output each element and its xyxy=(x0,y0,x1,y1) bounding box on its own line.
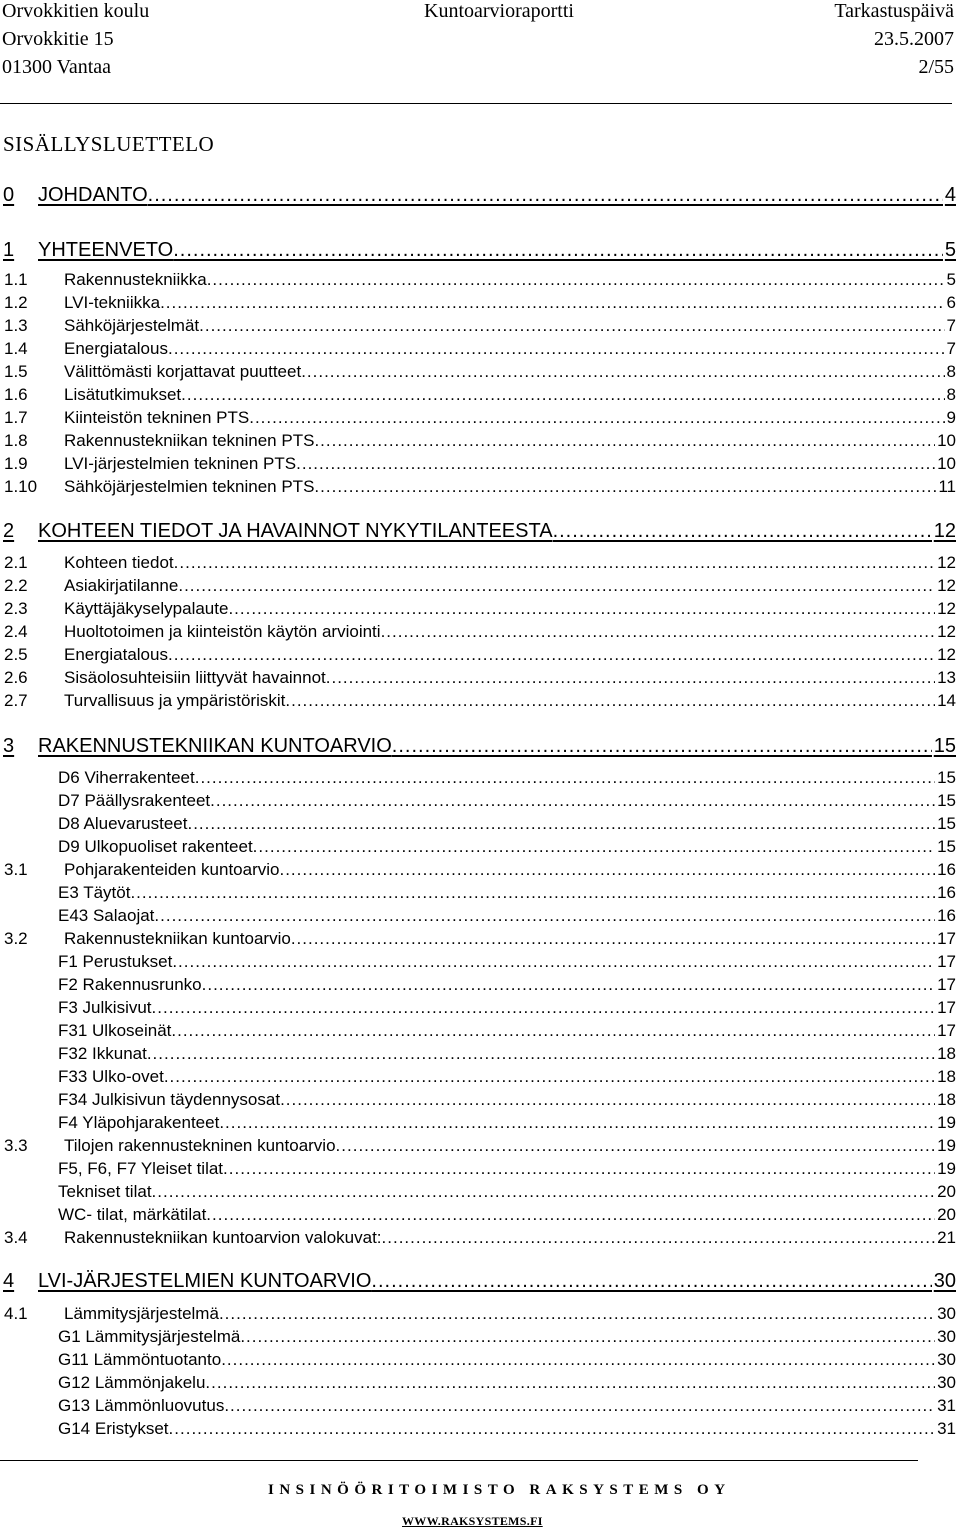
toc-dot-leader xyxy=(301,360,944,384)
toc-entry[interactable] xyxy=(0,881,960,905)
toc-entry[interactable] xyxy=(0,1325,960,1349)
toc-entry-body xyxy=(58,1348,956,1372)
toc-entry-page: 16 xyxy=(937,883,956,902)
toc-entry-label: Välittömästi korjattavat puutteet xyxy=(64,362,302,381)
toc-entry[interactable] xyxy=(0,235,960,265)
toc-dot-leader xyxy=(181,383,944,407)
toc-dot-leader xyxy=(171,1019,935,1043)
toc-entry-page: 4 xyxy=(944,184,956,206)
toc-entry-page: 8 xyxy=(946,362,956,381)
toc-entry-label: LVI-JÄRJESTELMIEN KUNTOARVIO xyxy=(38,1270,372,1292)
toc-entry-page: 21 xyxy=(937,1228,956,1247)
toc-entry-number: 1.10 xyxy=(4,477,38,496)
toc-entry[interactable] xyxy=(0,1203,960,1227)
toc-entry-label: Sähköjärjestelmät xyxy=(64,316,200,335)
toc-entry-page: 16 xyxy=(937,860,956,879)
header-page-number: 2/55 xyxy=(918,56,954,78)
toc-entry-page: 19 xyxy=(937,1113,956,1132)
toc-entry-body xyxy=(64,666,956,690)
toc-entry-body xyxy=(58,1157,956,1181)
toc-entry-body xyxy=(58,1180,956,1204)
toc-entry-page: 15 xyxy=(937,814,956,833)
toc-entry-number: 2.7 xyxy=(4,691,28,710)
toc-entry[interactable] xyxy=(0,360,960,384)
toc-entry-label: Sähköjärjestelmien tekninen PTS xyxy=(64,477,315,496)
toc-entry-page: 5 xyxy=(946,270,956,289)
toc-entry-page: 31 xyxy=(937,1396,956,1415)
toc-entry-label: Lisätutkimukset xyxy=(64,385,182,404)
toc-dot-leader xyxy=(147,1042,935,1066)
toc-entry-page: 20 xyxy=(937,1182,956,1201)
toc-entry-page: 12 xyxy=(937,645,956,664)
toc-entry-body xyxy=(64,1134,956,1158)
toc-entry-body xyxy=(58,881,956,905)
toc-dot-leader xyxy=(371,1266,931,1296)
toc-entry-body xyxy=(64,574,956,598)
toc-entry-page: 7 xyxy=(946,316,956,335)
toc-dot-leader xyxy=(249,406,944,430)
toc-entry[interactable] xyxy=(0,858,960,882)
toc-entry-page: 30 xyxy=(937,1304,956,1323)
toc-entry-label: F1 Perustukset xyxy=(58,952,173,971)
toc-entry-body xyxy=(58,1088,956,1112)
toc-entry-page: 17 xyxy=(937,998,956,1017)
toc-entry-number: 1.2 xyxy=(4,293,28,312)
toc-entry-page: 30 xyxy=(937,1350,956,1369)
toc-entry-body xyxy=(58,1394,956,1418)
toc-entry-body xyxy=(58,1111,956,1135)
toc-dot-leader xyxy=(279,858,935,882)
toc-entry-body xyxy=(64,452,956,476)
toc-dot-leader xyxy=(169,1417,936,1441)
toc-entry[interactable] xyxy=(0,429,960,453)
toc-entry-label: RAKENNUSTEKNIIKAN KUNTOARVIO xyxy=(38,735,392,757)
toc-entry-body xyxy=(38,235,956,265)
toc-entry-body xyxy=(58,766,956,790)
toc-entry-number: 0 xyxy=(3,184,15,206)
toc-entry-label: G11 Lämmöntuotanto xyxy=(58,1350,222,1369)
toc-entry-page: 18 xyxy=(937,1067,956,1086)
toc-entry[interactable] xyxy=(0,620,960,644)
toc-entry-label: E3 Täytöt xyxy=(58,883,131,902)
toc-entry-page: 30 xyxy=(937,1327,956,1346)
toc-dot-leader xyxy=(130,881,935,905)
header-row-2 xyxy=(0,28,960,56)
toc-dot-leader xyxy=(205,1371,935,1395)
toc-entry-label: G12 Lämmönjakelu xyxy=(58,1373,206,1392)
toc-entry-label: KOHTEEN TIEDOT JA HAVAINNOT NYKYTILANTEESTA xyxy=(38,520,553,542)
toc-entry[interactable] xyxy=(0,574,960,598)
toc-entry-number: 1.6 xyxy=(4,385,28,404)
toc-entry-body xyxy=(64,620,956,644)
toc-entry-body xyxy=(38,516,956,546)
toc-entry-label: Tekniset tilat xyxy=(58,1182,152,1201)
header-row-3 xyxy=(0,56,960,84)
toc-entry-label: G13 Lämmönluovutus xyxy=(58,1396,225,1415)
toc-entry-body xyxy=(58,1042,956,1066)
toc-entry-page: 6 xyxy=(946,293,956,312)
toc-entry[interactable] xyxy=(0,1134,960,1158)
toc-entry[interactable] xyxy=(0,766,960,790)
toc-entry[interactable] xyxy=(0,1111,960,1135)
toc-entry-page: 10 xyxy=(937,431,956,450)
toc-entry[interactable] xyxy=(0,950,960,974)
toc-entry[interactable] xyxy=(0,314,960,338)
toc-entry-label: F3 Julkisivut xyxy=(58,998,152,1017)
toc-dot-leader xyxy=(148,180,943,210)
toc-entry[interactable] xyxy=(0,291,960,315)
toc-entry[interactable] xyxy=(0,1065,960,1089)
toc-entry-page: 30 xyxy=(933,1270,956,1292)
toc-dot-leader xyxy=(221,1348,935,1372)
toc-entry[interactable] xyxy=(0,1042,960,1066)
toc-dot-leader xyxy=(168,643,935,667)
toc-entry-page: 8 xyxy=(946,385,956,404)
toc-dot-leader xyxy=(336,1134,936,1158)
toc-dot-leader xyxy=(154,904,935,928)
toc-entry-number: 1.4 xyxy=(4,339,28,358)
toc-entry-label: Asiakirjatilanne xyxy=(64,576,179,595)
toc-dot-leader xyxy=(164,1065,935,1089)
header-date: 23.5.2007 xyxy=(874,28,954,50)
toc-entry[interactable] xyxy=(0,452,960,476)
toc-entry-page: 17 xyxy=(937,952,956,971)
toc-entry-label: Rakennustekniikan tekninen PTS xyxy=(64,431,315,450)
toc-entry-page: 30 xyxy=(937,1373,956,1392)
header-street-address: Orvokkitie 15 xyxy=(2,28,114,50)
page-header xyxy=(0,0,960,110)
toc-dot-leader xyxy=(152,996,936,1020)
toc-entry-number: 1.1 xyxy=(4,270,28,289)
toc-entry-number: 4.1 xyxy=(4,1304,28,1323)
toc-entry-body xyxy=(64,475,956,499)
toc-entry[interactable] xyxy=(0,1226,960,1250)
toc-entry-label: JOHDANTO xyxy=(38,184,148,206)
toc-entry-body xyxy=(64,858,956,882)
header-inspection-label: Tarkastuspäivä xyxy=(834,0,954,22)
toc-entry[interactable] xyxy=(0,904,960,928)
toc-entry-label: Energiatalous xyxy=(64,339,168,358)
toc-entry-label: LVI-järjestelmien tekninen PTS xyxy=(64,454,297,473)
toc-entry[interactable] xyxy=(0,516,960,546)
toc-entry-label: E43 Salaojat xyxy=(58,906,155,925)
toc-dot-leader xyxy=(224,1394,935,1418)
toc-entry-number: 1.8 xyxy=(4,431,28,450)
toc-entry-body xyxy=(64,337,956,361)
toc-dot-leader xyxy=(219,1111,935,1135)
toc-entry[interactable] xyxy=(0,1371,960,1395)
toc-entry-label: Lämmitysjärjestelmä xyxy=(64,1304,219,1323)
toc-entry-page: 10 xyxy=(937,454,956,473)
toc-entry-label: Huoltotoimen ja kiinteistön käytön arviointi xyxy=(64,622,381,641)
toc-entry-body xyxy=(64,268,956,292)
toc-entry[interactable] xyxy=(0,731,960,761)
toc-dot-leader xyxy=(206,1203,935,1227)
toc-entry[interactable] xyxy=(0,1088,960,1112)
toc-entry[interactable] xyxy=(0,643,960,667)
toc-dot-leader xyxy=(160,291,944,315)
toc-entry-page: 12 xyxy=(937,599,956,618)
footer-website-link[interactable]: WWW.RAKSYSTEMS.FI xyxy=(402,1514,543,1528)
toc-entry-body xyxy=(64,1302,956,1326)
toc-entry-page: 18 xyxy=(937,1090,956,1109)
toc-entry-body xyxy=(58,996,956,1020)
toc-entry[interactable] xyxy=(0,180,960,210)
toc-entry-body xyxy=(64,597,956,621)
toc-entry-body xyxy=(64,643,956,667)
toc-entry-label: WC- tilat, märkätilat xyxy=(58,1205,207,1224)
toc-entry-page: 17 xyxy=(937,975,956,994)
toc-entry-number: 3.2 xyxy=(4,929,28,948)
footer-divider xyxy=(0,1460,918,1461)
toc-entry-label: D7 Päällysrakenteet xyxy=(58,791,211,810)
toc-entry[interactable] xyxy=(0,406,960,430)
toc-entry-label: F34 Julkisivun täydennysosat xyxy=(58,1090,281,1109)
toc-entry-page: 18 xyxy=(937,1044,956,1063)
toc-entry-body xyxy=(58,973,956,997)
toc-entry-number: 3.4 xyxy=(4,1228,28,1247)
toc-entry-number: 3 xyxy=(3,735,15,757)
toc-entry-number: 3.1 xyxy=(4,860,28,879)
toc-entry[interactable] xyxy=(0,475,960,499)
toc-entry-label: F32 Ikkunat xyxy=(58,1044,147,1063)
toc-entry-label: Kiinteistön tekninen PTS xyxy=(64,408,250,427)
toc-entry-label: Kohteen tiedot xyxy=(64,553,174,572)
toc-dot-leader xyxy=(187,812,935,836)
toc-entry-page: 12 xyxy=(937,576,956,595)
toc-entry-label: F31 Ulkoseinät xyxy=(58,1021,172,1040)
header-divider xyxy=(0,103,952,104)
toc-entry-label: Rakennustekniikka xyxy=(64,270,207,289)
toc-entry-body xyxy=(58,1065,956,1089)
toc-entry-number: 2.2 xyxy=(4,576,28,595)
toc-entry-body xyxy=(58,835,956,859)
toc-dot-leader xyxy=(199,314,944,338)
toc-entry-body xyxy=(58,812,956,836)
toc-entry-page: 17 xyxy=(937,929,956,948)
toc-entry-body xyxy=(38,731,956,761)
toc-dot-leader xyxy=(326,666,935,690)
toc-dot-leader xyxy=(173,235,943,265)
toc-entry-body xyxy=(64,383,956,407)
toc-entry-body xyxy=(38,1266,956,1296)
toc-dot-leader xyxy=(382,1226,936,1250)
toc-entry-label: Rakennustekniikan kuntoarvio xyxy=(64,929,291,948)
toc-entry-page: 9 xyxy=(946,408,956,427)
toc-entry-page: 17 xyxy=(937,1021,956,1040)
toc-entry-body xyxy=(64,1226,956,1250)
toc-entry-label: D8 Aluevarusteet xyxy=(58,814,188,833)
toc-entry-label: F5, F6, F7 Yleiset tilat xyxy=(58,1159,224,1178)
toc-dot-leader xyxy=(392,731,932,761)
header-row-1 xyxy=(0,0,960,28)
toc-dot-leader xyxy=(195,766,935,790)
toc-entry-body xyxy=(58,1371,956,1395)
toc-dot-leader xyxy=(174,551,935,575)
toc-entry-number: 2.5 xyxy=(4,645,28,664)
toc-entry-label: Käyttäjäkyselypalaute xyxy=(64,599,229,618)
toc-entry-label: Energiatalous xyxy=(64,645,168,664)
toc-entry[interactable] xyxy=(0,1302,960,1326)
header-school-name: Orvokkitien koulu xyxy=(2,0,150,22)
toc-entry-body xyxy=(58,1325,956,1349)
toc-entry[interactable] xyxy=(0,1019,960,1043)
toc-entry[interactable] xyxy=(0,1157,960,1181)
toc-entry-page: 19 xyxy=(937,1159,956,1178)
toc-entry-body xyxy=(64,291,956,315)
toc-dot-leader xyxy=(228,597,935,621)
toc-dot-leader xyxy=(280,1088,935,1112)
toc-entry-page: 20 xyxy=(937,1205,956,1224)
toc-dot-leader xyxy=(240,1325,935,1349)
toc-entry-label: Tilojen rakennustekninen kuntoarvio xyxy=(64,1136,336,1155)
toc-entry-page: 15 xyxy=(937,768,956,787)
toc-dot-leader xyxy=(152,1180,936,1204)
toc-title: SISÄLLYSLUETTELO xyxy=(3,132,215,156)
toc-entry-body xyxy=(58,950,956,974)
toc-dot-leader xyxy=(219,1302,935,1326)
toc-entry-number: 1.7 xyxy=(4,408,28,427)
toc-entry[interactable] xyxy=(0,383,960,407)
toc-dot-leader xyxy=(314,475,936,499)
toc-entry-number: 1 xyxy=(3,239,15,261)
toc-entry-label: G14 Eristykset xyxy=(58,1419,169,1438)
toc-entry[interactable] xyxy=(0,689,960,713)
toc-entry[interactable] xyxy=(0,551,960,575)
toc-dot-leader xyxy=(172,950,935,974)
toc-entry-body xyxy=(58,1019,956,1043)
toc-entry-body xyxy=(64,927,956,951)
toc-entry-page: 7 xyxy=(946,339,956,358)
toc-entry-label: F2 Rakennusrunko xyxy=(58,975,202,994)
toc-entry-page: 14 xyxy=(937,691,956,710)
toc-entry[interactable] xyxy=(0,789,960,813)
toc-entry-body xyxy=(64,406,956,430)
toc-dot-leader xyxy=(285,689,935,713)
toc-entry[interactable] xyxy=(0,1348,960,1372)
toc-entry-body xyxy=(64,429,956,453)
toc-entry[interactable] xyxy=(0,812,960,836)
toc-entry-page: 5 xyxy=(944,239,956,261)
toc-dot-leader xyxy=(381,620,936,644)
toc-entry-page: 15 xyxy=(933,735,956,757)
toc-entry-number: 1.3 xyxy=(4,316,28,335)
toc-entry-number: 2.4 xyxy=(4,622,28,641)
header-postal-city: 01300 Vantaa xyxy=(2,56,112,78)
toc-entry[interactable] xyxy=(0,1394,960,1418)
toc-entry-body xyxy=(58,1417,956,1441)
toc-dot-leader xyxy=(223,1157,935,1181)
toc-entry-number: 3.3 xyxy=(4,1136,28,1155)
toc-entry-label: G1 Lämmitysjärjestelmä xyxy=(58,1327,241,1346)
toc-entry-label: F33 Ulko-ovet xyxy=(58,1067,164,1086)
toc-entry-body xyxy=(64,360,956,384)
toc-entry-number: 2.1 xyxy=(4,553,28,572)
toc-entry[interactable] xyxy=(0,1417,960,1441)
toc-entry-number: 2 xyxy=(3,520,15,542)
header-report-type: Kuntoarvioraportti xyxy=(424,0,574,22)
toc-entry-label: Rakennustekniikan kuntoarvion valokuvat: xyxy=(64,1228,382,1247)
toc-entry-label: YHTEENVETO xyxy=(38,239,174,261)
toc-entry-body xyxy=(38,180,956,210)
toc-entry[interactable] xyxy=(0,973,960,997)
toc-entry-body xyxy=(64,689,956,713)
toc-entry-number: 1.5 xyxy=(4,362,28,381)
toc-entry-body xyxy=(58,1203,956,1227)
toc-entry-body xyxy=(58,789,956,813)
toc-dot-leader xyxy=(296,452,935,476)
toc-dot-leader xyxy=(202,973,935,997)
toc-entry-label: Sisäolosuhteisiin liittyvät havainnot xyxy=(64,668,326,687)
toc-entry[interactable] xyxy=(0,666,960,690)
toc-entry-body xyxy=(58,904,956,928)
toc-entry-label: LVI-tekniikka xyxy=(64,293,161,312)
toc-entry-page: 11 xyxy=(938,477,956,496)
toc-dot-leader xyxy=(210,789,935,813)
toc-entry-body xyxy=(64,551,956,575)
toc-entry-body xyxy=(64,314,956,338)
toc-entry-number: 2.3 xyxy=(4,599,28,618)
toc-entry-label: F4 Yläpohjarakenteet xyxy=(58,1113,220,1132)
toc-entry-number: 4 xyxy=(3,1270,15,1292)
toc-entry[interactable] xyxy=(0,597,960,621)
toc-entry[interactable] xyxy=(0,996,960,1020)
toc-entry-page: 15 xyxy=(937,837,956,856)
toc-entry-page: 15 xyxy=(937,791,956,810)
toc-dot-leader xyxy=(553,516,932,546)
footer-company-name: INSINÖÖRITOIMISTO RAKSYSTEMS OY xyxy=(268,1482,731,1498)
toc-entry[interactable] xyxy=(0,337,960,361)
toc-entry-label: D6 Viherrakenteet xyxy=(58,768,195,787)
toc-entry-page: 19 xyxy=(937,1136,956,1155)
toc-entry[interactable] xyxy=(0,927,960,951)
toc-dot-leader xyxy=(207,268,945,292)
toc-dot-leader xyxy=(253,835,935,859)
toc-dot-leader xyxy=(178,574,935,598)
toc-entry-page: 16 xyxy=(937,906,956,925)
toc-entry-page: 12 xyxy=(937,622,956,641)
toc-entry-label: Pohjarakenteiden kuntoarvio xyxy=(64,860,280,879)
toc-entry[interactable] xyxy=(0,1180,960,1204)
toc-entry-number: 1.9 xyxy=(4,454,28,473)
toc-dot-leader xyxy=(168,337,945,361)
toc-entry-page: 31 xyxy=(937,1419,956,1438)
toc-dot-leader xyxy=(291,927,935,951)
toc-entry-number: 2.6 xyxy=(4,668,28,687)
toc-entry-page: 13 xyxy=(937,668,956,687)
toc-entry[interactable] xyxy=(0,1266,960,1296)
toc-entry-page: 12 xyxy=(937,553,956,572)
toc-entry-label: D9 Ulkopuoliset rakenteet xyxy=(58,837,253,856)
toc-entry-page: 12 xyxy=(933,520,956,542)
toc-entry-label: Turvallisuus ja ympäristöriskit xyxy=(64,691,286,710)
toc-entry[interactable] xyxy=(0,835,960,859)
toc-dot-leader xyxy=(314,429,935,453)
toc-entry[interactable] xyxy=(0,268,960,292)
